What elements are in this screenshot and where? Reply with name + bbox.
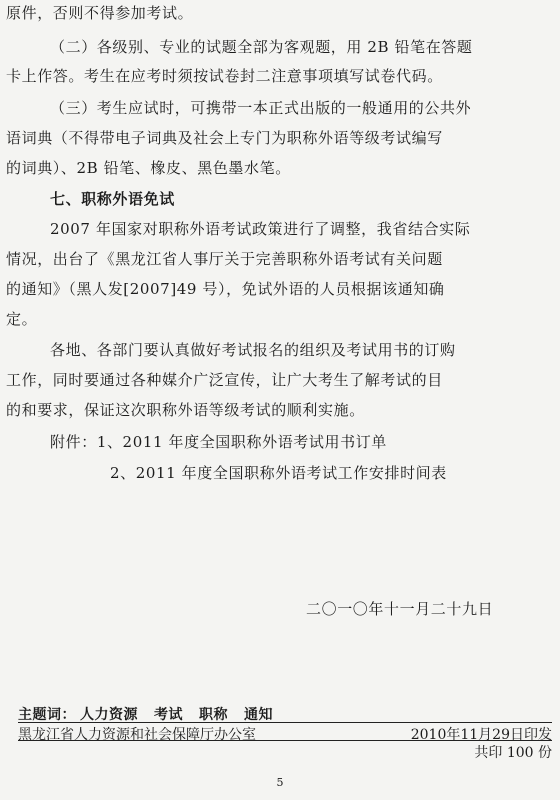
keyword: 考试 xyxy=(154,707,183,723)
body-line: 卡上作答。考生在应考时须按试卷封二注意事项填写试卷代码。 xyxy=(6,67,443,85)
attachment-item: 1、2011 年度全国职称外语考试用书订单 xyxy=(96,433,387,451)
attachment-item: 2、2011 年度全国职称外语考试工作安排时间表 xyxy=(110,464,447,482)
issue-date: 2010年11月29日印发 xyxy=(410,727,552,743)
keyword: 通知 xyxy=(244,707,273,723)
keyword: 职称 xyxy=(199,707,228,723)
keyword: 人力资源 xyxy=(80,707,138,723)
body-line: （二）各级别、专业的试题全部为客观题，用 2B 铅笔在答题 xyxy=(50,38,473,56)
body-line: 情况，出台了《黑龙江省人事厅关于完善职称外语考试有关问题 xyxy=(6,250,443,268)
body-line: 的和要求，保证这次职称外语等级考试的顺利实施。 xyxy=(6,401,365,419)
body-line: 工作，同时要通过各种媒介广泛宣传，让广大考生了解考试的目 xyxy=(6,371,443,389)
body-line: 的词典）、2B 铅笔、橡皮、黑色墨水笔。 xyxy=(6,159,291,177)
attachment-line xyxy=(0,431,560,452)
issuer: 黑龙江省人力资源和社会保障厅办公室 xyxy=(18,727,256,743)
subject-label: 主题词： xyxy=(18,707,76,723)
body-line: 各地、各部门要认真做好考试报名的组织及考试用书的订购 xyxy=(50,341,456,359)
page-number: 5 xyxy=(276,776,284,789)
footer-rule xyxy=(18,722,552,723)
footer-rule xyxy=(18,740,552,741)
subject-keywords xyxy=(18,704,289,724)
body-line: 原件，否则不得参加考试。 xyxy=(6,4,194,22)
sign-date: 二〇一〇年十一月二十九日 xyxy=(306,600,494,618)
body-line: 语词典（不得带电子词典及社会上专门为职称外语等级考试编写 xyxy=(6,129,443,147)
body-line: 定。 xyxy=(6,310,38,328)
body-line: 2007 年国家对职称外语考试政策进行了调整，我省结合实际 xyxy=(50,220,471,238)
body-line: 的通知》（黑人发[2007]49 号），免试外语的人员根据该通知确 xyxy=(6,280,445,298)
section-heading: 七、职称外语免试 xyxy=(50,190,175,208)
copies: 共印 100 份 xyxy=(474,745,552,761)
attachment-label: 附件： xyxy=(50,433,97,451)
body-line: （三）考生应试时，可携带一本正式出版的一般通用的公共外 xyxy=(50,99,472,117)
